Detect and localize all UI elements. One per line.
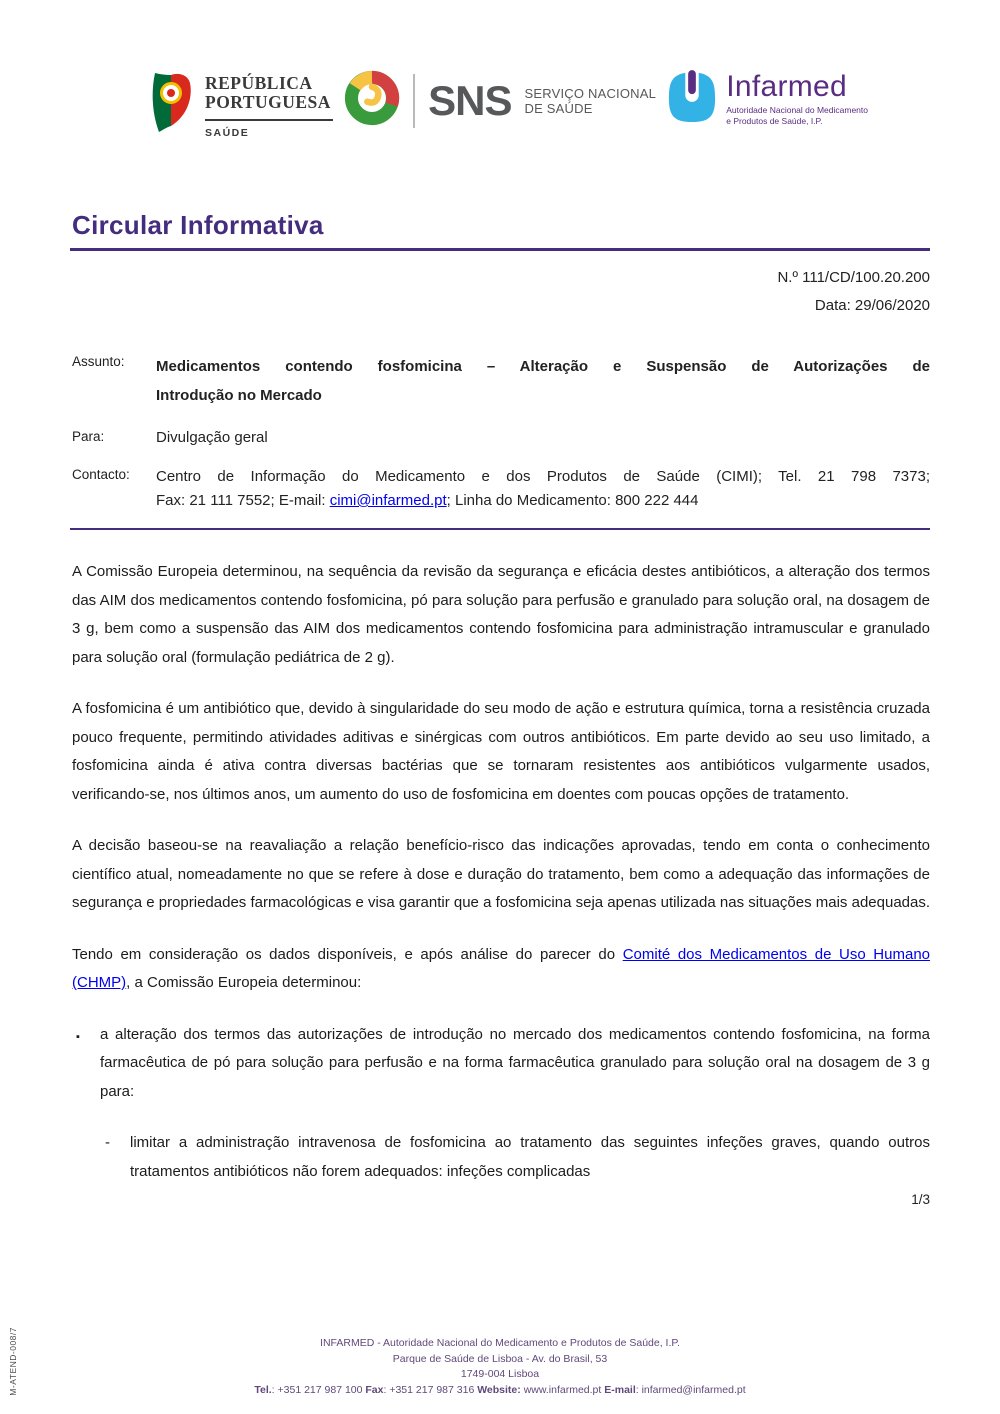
bullet-item-1 xyxy=(72,1021,930,1107)
footer-address: Parque de Saúde de Lisboa - Av. do Brasil, 53 xyxy=(392,1352,608,1365)
section-divider xyxy=(70,528,930,530)
contact-email-link[interactable]: cimi@infarmed.pt xyxy=(329,492,447,509)
document-code: M-ATEND-008/7 xyxy=(8,1327,18,1396)
para-row xyxy=(72,427,930,448)
bullet-item-1-text: a alteração dos termos das autorizações de introdução no mercado dos medicamentos contendo fosfomicina, na forma farmacêutica de pó para solução para perfusão e na forma farmacêutica granulado para solução oral na dosagem de 3 g para: xyxy=(100,1025,930,1100)
reference-block xyxy=(0,264,930,320)
page-number: 1/3 xyxy=(911,1192,930,1207)
document-footer xyxy=(0,1336,1000,1398)
infarmed-name: Infarmed xyxy=(726,70,848,103)
gov-logo-subtitle: SAÚDE xyxy=(205,127,250,139)
assunto-row xyxy=(72,352,930,410)
sns-logo xyxy=(344,70,656,131)
title-divider xyxy=(70,248,930,251)
paragraph-4: Tendo em consideração os dados disponíveis, e após análise do parecer do Comité dos Medicamentos de Uso Humano (CHMP), a Comissão Europeia determinou: xyxy=(72,945,931,991)
bullet-square-icon: ▪ xyxy=(76,1030,80,1043)
page-title: Circular Informativa xyxy=(72,210,324,240)
para-label: Para: xyxy=(72,429,105,444)
meta-section xyxy=(72,352,930,513)
reference-date: Data: 29/06/2020 xyxy=(814,297,930,314)
para-value: Divulgação geral xyxy=(156,429,268,446)
footer-postal-code: 1749-004 Lisboa xyxy=(460,1368,540,1380)
infarmed-logo xyxy=(667,70,868,131)
portugal-flag-icon xyxy=(148,70,194,141)
gov-logo-name: REPÚBLICA PORTUGUESA xyxy=(205,73,331,112)
footer-org-name: INFARMED - Autoridade Nacional do Medicamento e Produtos de Saúde, I.P. xyxy=(320,1337,680,1349)
paragraph-3: A decisão baseou-se na reavaliação a relação benefício-risco das indicações aprovadas, tendo em conta o conhecimento científico atual, nomeadamente no que se refere à dose e duração do tratamento, bem como a adequação das informações de segurança e propriedades farmacológicas e visa garantir que a fosfomicina seja apenas utilizada nas situações mais adequadas. xyxy=(72,837,931,911)
sns-swirl-icon xyxy=(344,70,400,131)
chmp-link[interactable]: Comité dos Medicamentos de Uso Humano (CHMP) xyxy=(72,945,931,991)
sns-logo-divider xyxy=(413,74,415,128)
header-logos xyxy=(148,70,868,154)
contacto-row xyxy=(72,465,930,513)
footer-contacts: Tel.: +351 217 987 100 Fax: +351 217 987 316 Website: www.infarmed.pt E-mail: infarmed@infarmed.pt xyxy=(254,1383,746,1396)
contacto-label: Contacto: xyxy=(72,467,130,482)
paragraph-2: A fosfomicina é um antibiótico que, devido à singularidade do seu modo de ação e estrutura química, torna a resistência cruzada pouco frequente, permitindo atividades aditivas e sinérgicas com outros antibióticos. Em parte devido ao seu uso limitado, a fosfomicina ainda é ativa contra diversas bactérias que se tornaram resistentes aos antibióticos vulgarmente usados, verificando-se, nos últimos anos, um aumento do uso de fosfomicina em doentes com poucas opções de tratamento. xyxy=(72,700,930,803)
assunto-label: Assunto: xyxy=(72,354,125,369)
infarmed-power-icon xyxy=(667,70,717,131)
republica-portuguesa-logo xyxy=(148,70,333,141)
contacto-value: Centro de Informação do Medicamento e dos Produtos de Saúde (CIMI); Tel. 21 798 7373; Fax: 21 111 7552; E-mail: cimi@infarmed.pt; Linha do Medicamento: 800 222 444 xyxy=(156,468,930,509)
reference-number: N.º 111/CD/100.20.200 xyxy=(777,269,930,286)
paragraph-1: A Comissão Europeia determinou, na sequência da revisão da segurança e eficácia destes antibióticos, a alteração dos termos das AIM dos medicamentos contendo fosfomicina, pó para solução para perfusão e granulado para solução oral, na dosagem de 3 g, bem como a suspensão das AIM dos medicamentos contendo fosfomicina para administração intramuscular e granulado para solução oral (formulação pediátrica de 2 g). xyxy=(72,563,930,666)
document-body xyxy=(72,558,930,1186)
sub-bullet-item-1-text: limitar a administração intravenosa de fosfomicina ao tratamento das seguintes infeções graves, quando outros tratamentos antibióticos não forem adequados: infeções complicadas xyxy=(130,1134,930,1180)
assunto-value: Medicamentos contendo fosfomicina – Alteração e Suspensão de Autorizações de Introdução no Mercado xyxy=(156,358,930,404)
dash-bullet-icon: - xyxy=(105,1134,110,1151)
sns-logo-text: SERVIÇO NACIONAL DE SAÚDE xyxy=(524,85,657,116)
sub-bullet-item-1 xyxy=(103,1129,930,1186)
gov-logo-divider xyxy=(205,119,333,121)
infarmed-subtitle: Autoridade Nacional do Medicamento e Produtos de Saúde, I.P. xyxy=(726,105,868,126)
sns-acronym: SNS xyxy=(428,76,512,124)
